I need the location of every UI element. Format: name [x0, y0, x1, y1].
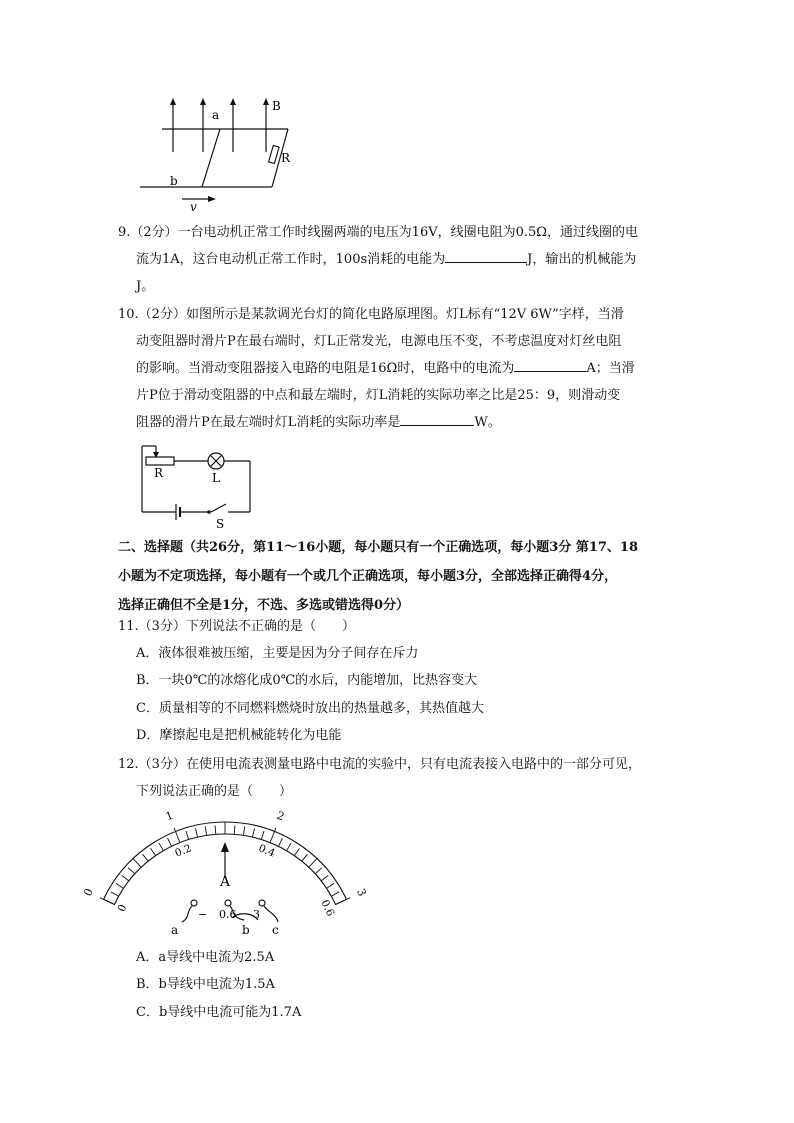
label-b: b [170, 174, 178, 188]
label-B: B [272, 99, 281, 113]
dial-tick [309, 859, 317, 868]
q12-option-b[interactable]: B．b导线中电流为1.5A [136, 977, 275, 992]
q11-option-c[interactable]: C．质量相等的不同燃料燃烧时放出的热量越多，其热值越大 [136, 701, 484, 716]
question-10 [118, 301, 684, 436]
terminal-0-6: 0.6 [219, 908, 237, 921]
section-2-header [118, 533, 688, 620]
dial-tick [111, 892, 119, 896]
q10-line3: 的影响。当滑动变阻器接入电路的电阻是16Ω时，电路中的电流为 A；当滑 [118, 355, 684, 382]
dial-tick [122, 875, 129, 881]
circuit-label-R: R [154, 466, 164, 480]
q9-line2: 流为1A，这台电动机正常工作时，100s消耗的电能为 J，输出的机械能为 [118, 246, 684, 273]
outer-scale-label: 2 [274, 808, 287, 824]
section-2-line2: 小题为不定项选择，每小题有一个或几个正确选项，每小题3分，全部选择正确得4分， [118, 569, 618, 584]
q11-option-a[interactable]: A．液体很难被压缩，主要是因为分子间存在斥力 [136, 646, 419, 661]
q12-line1: 12.（3分）在使用电流表测量电路中电流的实验中，只有电流表接入电路中的一部分可见， [118, 757, 641, 772]
dial-tick [100, 898, 115, 905]
dial-tick [196, 828, 198, 837]
dimmer-circuit-figure [134, 440, 264, 532]
dial-tick [327, 883, 334, 888]
q9-line3: J。 [136, 279, 155, 294]
q12-line2: 下列说法正确的是（ ） [136, 784, 293, 799]
dial-tick [294, 848, 299, 855]
dial-tick [186, 831, 189, 840]
terminal-3: 3 [253, 908, 260, 921]
dial-tick [116, 883, 123, 888]
inner-scale-label: 0 [115, 902, 130, 914]
ammeter-figure [81, 808, 369, 944]
inner-scale-label: 0.2 [173, 842, 194, 860]
q9-line1: 9.（2分）一台电动机正常工作时线圈两端的电压为16V，线圈电阻为0.5Ω，通过线圈的电 [118, 225, 639, 240]
dial-tick [331, 892, 339, 896]
q11-option-b[interactable]: B．一块0℃的冰熔化成0℃的水后，内能增加，比热容变大 [136, 673, 478, 688]
q10-line4: 片P位于滑动变阻器的中点和最左端时，灯L消耗的实际功率之比是25：9，则滑动变 [136, 388, 621, 403]
q12-option-c[interactable]: C．b导线中电流可能为1.7A [136, 1005, 302, 1020]
dial-tick [261, 831, 264, 840]
q11-option-d[interactable]: D．摩擦起电是把机械能转化为电能 [136, 728, 342, 743]
question-9 [118, 219, 684, 300]
wire-label-c: c [272, 923, 279, 937]
label-v: v [190, 200, 197, 214]
question-11 [118, 613, 684, 640]
q11-stem: 11.（3分）下列说法不正确的是（ ） [118, 619, 355, 634]
ammeter-symbol: A [220, 874, 231, 890]
q10-line1: 10.（2分）如图所示是某款调光台灯的简化电路原理图。灯L标有“12V 6W”字样，当滑 [118, 307, 624, 322]
dial-tick [159, 843, 164, 851]
dial-tick [302, 854, 308, 861]
dial-tick [143, 854, 149, 861]
label-a: a [212, 108, 220, 122]
dial-tick [128, 868, 135, 874]
dial-tick [315, 868, 322, 874]
q10-blank-2[interactable] [400, 410, 474, 426]
q10-line2: 动变阻器时滑片P在最右端时，灯L正常发光，电源电压不变，不考虑温度对灯丝电阻 [136, 334, 622, 349]
section-2-line1: 二、选择题（共26分，第11～16小题，每小题只有一个正确选项，每小题3分 第17、18 [118, 540, 639, 555]
dial-tick [321, 875, 328, 881]
inner-scale-label: 0.4 [256, 842, 277, 860]
q12-option-a[interactable]: A．a导线中电流为2.5A [136, 950, 275, 965]
dial-tick [336, 898, 351, 905]
circuit-label-S: S [216, 517, 225, 531]
dial-tick [252, 828, 254, 837]
dial-tick [168, 838, 172, 846]
outer-scale-label: 3 [354, 886, 369, 899]
q9-blank-1[interactable] [445, 247, 527, 263]
dial-tick [205, 826, 206, 835]
wire-label-b: b [242, 923, 250, 937]
dial-tick [150, 848, 155, 855]
dial-tick [287, 843, 292, 851]
label-R: R [281, 151, 291, 165]
section-2-line3: 选择正确但不全是1分，不选、多选或错选得0分） [118, 598, 410, 613]
dial-tick [243, 826, 244, 835]
outer-scale-label: 0 [81, 886, 96, 899]
magnetic-field-figure [140, 96, 300, 214]
dial-tick [133, 859, 141, 868]
terminal-minus: − [198, 908, 208, 921]
circuit-label-L: L [212, 471, 220, 485]
q10-blank-1[interactable] [514, 356, 586, 372]
outer-scale-label: 1 [163, 808, 176, 824]
dial-tick [234, 825, 235, 834]
q10-line5: 阻器的滑片P在最左端时灯L消耗的实际功率是 W。 [118, 409, 684, 436]
dial-tick [215, 825, 216, 834]
inner-scale-label: 0.6 [318, 898, 337, 919]
dial-tick [278, 838, 282, 846]
wire-label-a: a [171, 923, 179, 937]
question-12 [118, 751, 684, 805]
